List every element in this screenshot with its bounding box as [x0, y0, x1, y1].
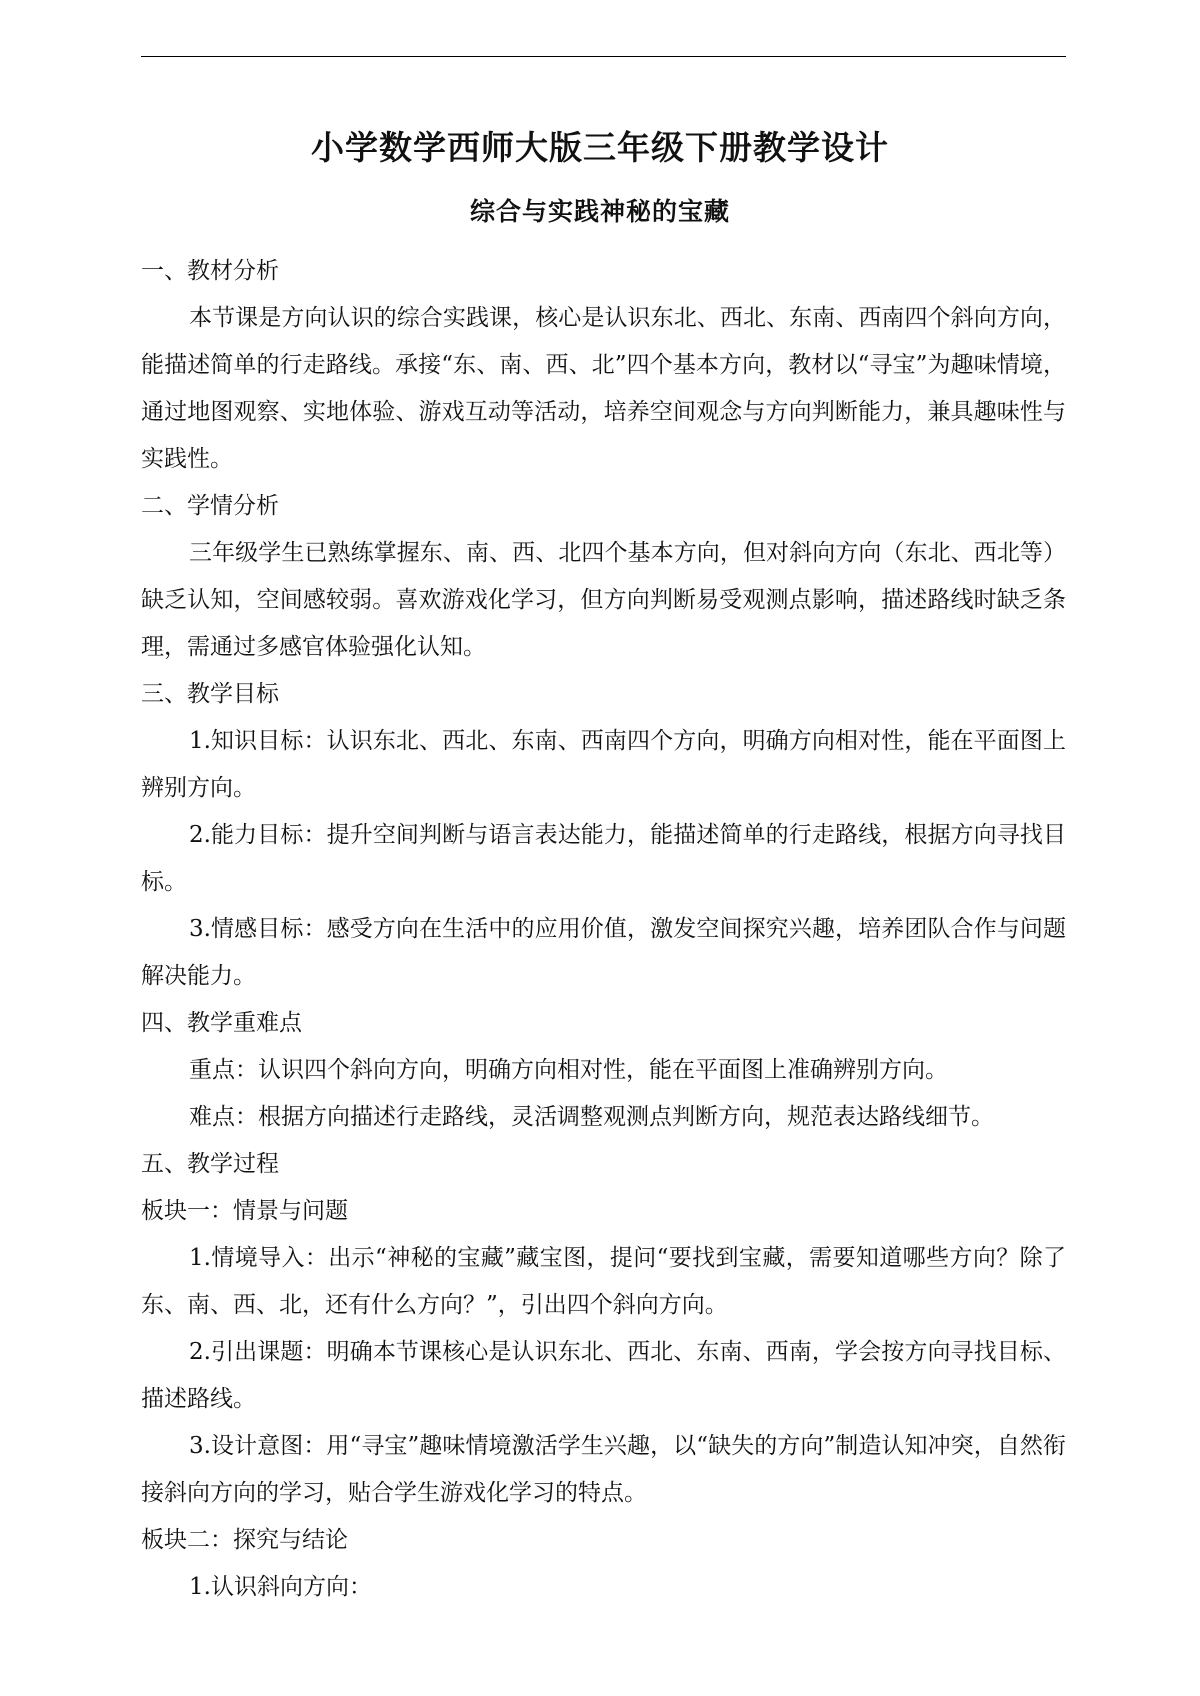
- document-title: 小学数学西师大版三年级下册教学设计: [311, 128, 889, 167]
- section-heading: 三、教学目标: [141, 681, 279, 707]
- section-heading: 五、教学过程: [141, 1151, 279, 1177]
- body-paragraph: 难点：根据方向描述行走路线，灵活调整观测点判断方向，规范表达路线细节。: [189, 1104, 994, 1130]
- body-paragraph: 三年级学生已熟练掌握东、南、西、北四个基本方向，但对斜向方向（东北、西北等）缺乏认知，空间感较弱。喜欢游戏化学习，但方向判断易受观测点影响，描述路线时缺乏条理，需通过多感官体验强化认知。: [141, 540, 1066, 660]
- section-heading: 四、教学重难点: [141, 1010, 302, 1036]
- body-paragraph: 2.引出课题：明确本节课核心是认识东北、西北、东南、西南，学会按方向寻找目标、描述路线。: [141, 1339, 1066, 1412]
- header-rule: [141, 56, 1066, 57]
- body-paragraph: 重点：认识四个斜向方向，明确方向相对性，能在平面图上准确辨别方向。: [189, 1057, 948, 1083]
- body-paragraph: 1.知识目标：认识东北、西北、东南、西南四个方向，明确方向相对性，能在平面图上辨别方向。: [141, 728, 1066, 801]
- body-paragraph: 2.能力目标：提升空间判断与语言表达能力，能描述简单的行走路线，根据方向寻找目标。: [141, 822, 1066, 895]
- body-paragraph: 3.设计意图：用“寻宝”趣味情境激活学生兴趣，以“缺失的方向”制造认知冲突，自然衔接斜向方向的学习，贴合学生游戏化学习的特点。: [141, 1433, 1066, 1506]
- body-paragraph: 本节课是方向认识的综合实践课，核心是认识东北、西北、东南、西南四个斜向方向，能描述简单的行走路线。承接“东、南、西、北”四个基本方向，教材以“寻宝”为趣味情境，通过地图观察、实地体验、游戏互动等活动，培养空间观念与方向判断能力，兼具趣味性与实践性。: [141, 305, 1066, 472]
- section-heading: 一、教材分析: [141, 258, 279, 284]
- section-heading: 板块二：探究与结论: [141, 1527, 348, 1553]
- section-heading: 二、学情分析: [141, 493, 279, 519]
- document-subtitle: 综合与实践神秘的宝藏: [469, 197, 730, 226]
- body-paragraph: 1.情境导入：出示“神秘的宝藏”藏宝图，提问“要找到宝藏，需要知道哪些方向？除了东、南、西、北，还有什么方向？”，引出四个斜向方向。: [141, 1245, 1066, 1318]
- body-paragraph: 3.情感目标：感受方向在生活中的应用价值，激发空间探究兴趣，培养团队合作与问题解决能力。: [141, 916, 1066, 989]
- body-paragraph: 1.认识斜向方向：: [189, 1574, 372, 1600]
- section-heading: 板块一：情景与问题: [141, 1198, 348, 1224]
- document-body: [141, 248, 1066, 1611]
